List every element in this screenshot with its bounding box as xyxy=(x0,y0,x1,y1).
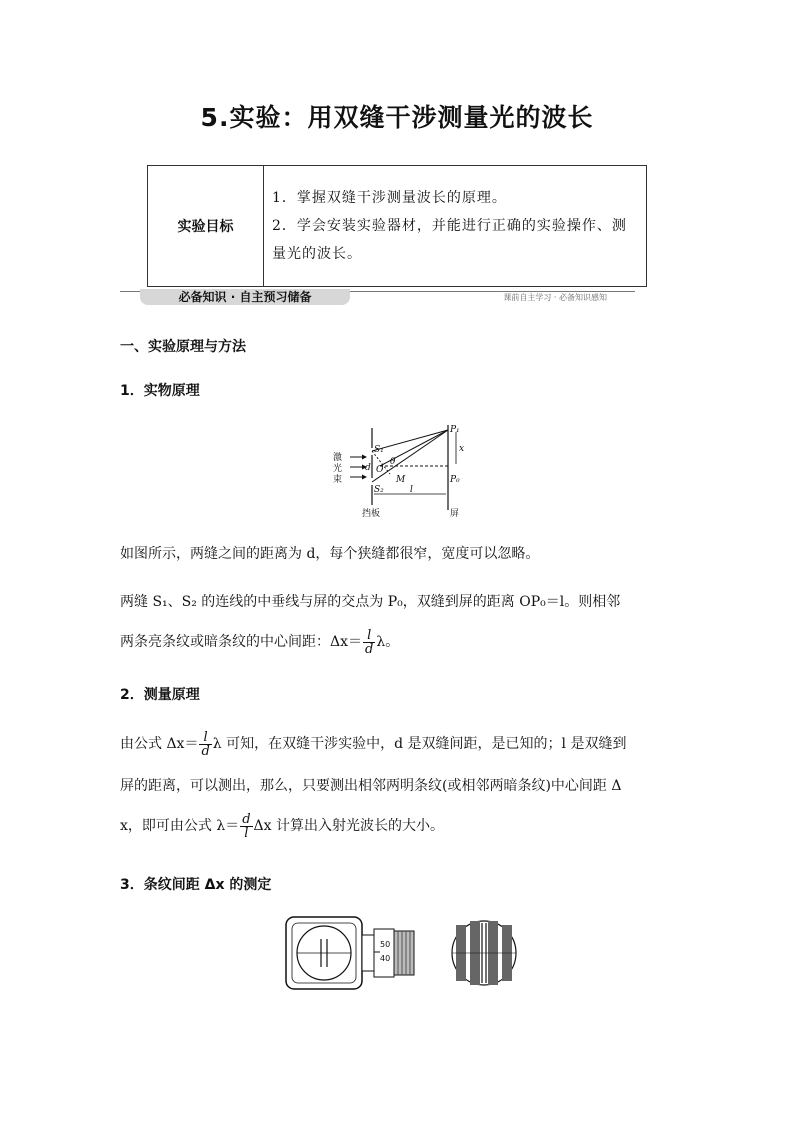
dial-tick-50: 50 xyxy=(380,940,391,949)
section-band-tab: 必备知识 · 自主预习储备 xyxy=(140,289,350,305)
subheading-1: 1．实物原理 xyxy=(120,383,200,399)
paragraph-2b-line xyxy=(120,628,680,656)
fraction-l-over-d xyxy=(363,629,375,656)
fraction-numerator: l xyxy=(363,629,375,643)
goal-item-1: 1．掌握双缝干涉测量波长的原理。 xyxy=(272,190,507,206)
fraction-numerator: d xyxy=(242,811,251,827)
paragraph-3-line1 xyxy=(120,730,680,758)
beam-label-3: 束 xyxy=(333,475,343,485)
beam-label-1: 激 xyxy=(333,453,343,463)
label-m: M xyxy=(396,475,406,485)
page-title: 5.实验：用双缝干涉测量光的波长 xyxy=(200,103,594,132)
section-band-right: 课前自主学习 · 必备知识感知 xyxy=(503,293,607,302)
paragraph-2c: λ。 xyxy=(376,634,400,650)
paragraph-1: 如图所示，两缝之间的距离为 d，每个狭缝都很窄，宽度可以忽略。 xyxy=(120,546,540,562)
fraction-d-over-l xyxy=(240,813,252,840)
label-o: O xyxy=(376,465,384,475)
subheading-3: 3．条纹间距 Δx 的测定 xyxy=(120,877,272,893)
label-theta: θ xyxy=(390,457,396,467)
paragraph-3a: 由公式 Δx＝ xyxy=(120,736,199,752)
label-s2: S₂ xyxy=(374,485,384,495)
goal-items xyxy=(264,166,647,287)
goal-label: 实验目标 xyxy=(148,166,264,287)
label-d: d xyxy=(365,463,371,473)
label-x: x xyxy=(459,444,465,454)
fraction-denominator: l xyxy=(244,825,249,841)
paragraph-3d: x，即可由公式 λ＝ xyxy=(120,818,240,834)
fraction-l-over-d-2 xyxy=(199,731,211,758)
paragraph-2a: 两缝 S₁、S₂ 的连线的中垂线与屏的交点为 P₀，双缝到屏的距离 OP₀＝l。则相邻 xyxy=(120,594,621,610)
goal-item-2: 2．学会安装实验器材，并能进行正确的实验操作、测量光的波长。 xyxy=(272,218,627,262)
label-p0: P₀ xyxy=(450,475,460,485)
beam-label-2: 光 xyxy=(333,464,343,474)
paragraph-3b: λ 可知，在双缝干涉实验中，d 是双缝间距，是已知的；l 是双缝到 xyxy=(212,736,627,752)
fraction-numerator: l xyxy=(199,731,211,745)
label-slit-plate: 挡板 xyxy=(362,509,381,519)
paragraph-3e: Δx 计算出入射光波长的大小。 xyxy=(253,818,445,834)
goal-table xyxy=(147,165,647,287)
paragraph-3c: 屏的距离，可以测出，那么，只要测出相邻两明条纹(或相邻两暗条纹)中心间距 Δ xyxy=(120,778,622,794)
measuring-eyepiece-diagram xyxy=(284,915,524,995)
label-p1: P₁ xyxy=(450,425,460,435)
subheading-2: 2．测量原理 xyxy=(120,687,200,703)
fraction-denominator: d xyxy=(365,641,374,657)
label-s1: S₁ xyxy=(374,445,384,455)
section-heading: 一、实验原理与方法 xyxy=(120,339,246,355)
fraction-denominator: d xyxy=(201,743,210,759)
paragraph-3-line3 xyxy=(120,812,680,840)
paragraph-2b: 两条亮条纹或暗条纹的中心间距：Δx＝ xyxy=(120,634,363,650)
dial-tick-40: 40 xyxy=(380,954,391,963)
label-screen: 屏 xyxy=(450,509,460,519)
section-band xyxy=(120,289,635,305)
double-slit-diagram xyxy=(328,420,478,520)
label-l: l xyxy=(410,485,413,495)
